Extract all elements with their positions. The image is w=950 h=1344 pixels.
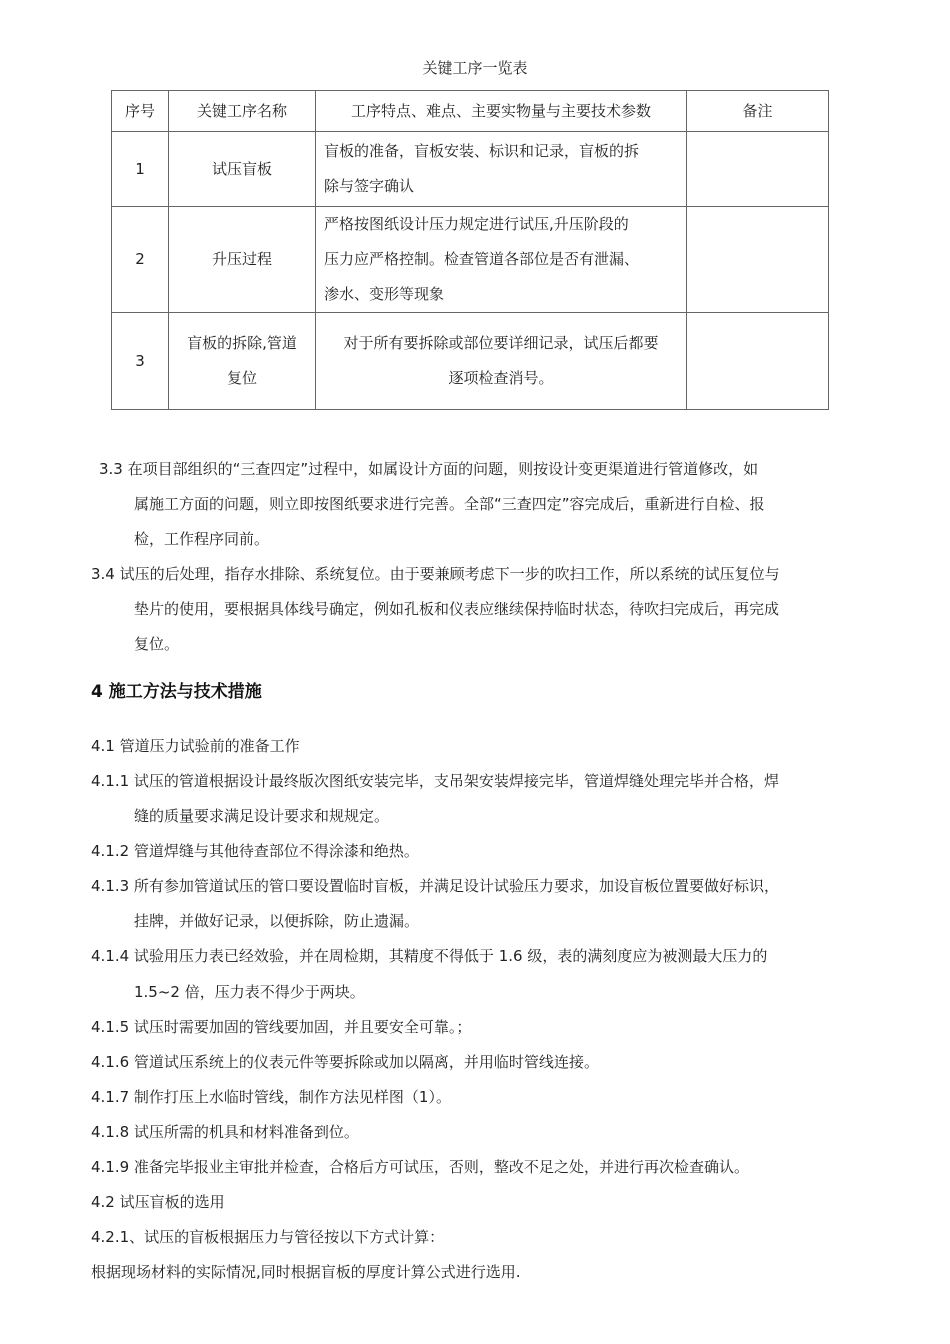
- section-4-1: 4.1 管道压力试验前的准备工作: [91, 737, 300, 755]
- cell-no: 1: [112, 132, 169, 207]
- section-4-heading: 4 施工方法与技术措施: [91, 682, 262, 702]
- section-4-1-2: 4.1.2 管道焊缝与其他待查部位不得涂漆和绝热。: [91, 842, 419, 860]
- section-4-1-4-line-1: 4.1.4 试验用压力表已经效验，并在周检期，其精度不得低于 1.6 级，表的满刻度应为被测最大压力的: [91, 947, 768, 965]
- cell-note: [687, 207, 829, 313]
- section-4-1-3-line-1: 4.1.3 所有参加管道试压的管口要设置临时盲板，并满足设计试验压力要求，加设盲板位置要做好标识，: [91, 877, 779, 895]
- cell-name: 升压过程: [169, 207, 316, 313]
- section-4-2: 4.2 试压盲板的选用: [91, 1193, 225, 1211]
- section-4-1-1-line-1: 4.1.1 试压的管道根据设计最终版次图纸安装完毕，支吊架安装焊接完毕，管道焊缝处理完毕并合格，焊: [91, 772, 779, 790]
- section-3-4-line-3: 复位。: [134, 635, 180, 653]
- cell-no: 3: [112, 313, 169, 410]
- section-4-2-1: 4.2.1、试压的盲板根据压力与管径按以下方式计算：: [91, 1228, 445, 1246]
- cell-desc-line: 严格按图纸设计压力规定进行试压,升压阶段的: [324, 215, 629, 233]
- cell-desc-line: 除与签字确认: [324, 177, 415, 195]
- table-row: [112, 132, 829, 207]
- section-4-1-5: 4.1.5 试压时需要加固的管线要加固，并且要安全可靠。；: [91, 1018, 472, 1036]
- cell-name: 试压盲板: [169, 132, 316, 207]
- section-4-1-4-line-2: 1.5~2 倍，压力表不得少于两块。: [134, 983, 365, 1001]
- section-4-1-8: 4.1.8 试压所需的机具和材料准备到位。: [91, 1123, 359, 1141]
- key-process-table: [111, 90, 829, 410]
- cell-name-line: 盲板的拆除,管道: [187, 334, 297, 352]
- cell-desc-line: 压力应严格控制。检查管道各部位是否有泄漏、: [324, 250, 640, 268]
- cell-desc: [316, 313, 687, 410]
- cell-desc: [316, 207, 687, 313]
- table-header-row: [112, 91, 829, 132]
- cell-desc-line: 对于所有要拆除或部位要详细记录，试压后都要: [343, 334, 659, 352]
- table-row: [112, 207, 829, 313]
- cell-desc-line: 逐项检查消号。: [448, 369, 554, 387]
- section-4-1-7: 4.1.7 制作打压上水临时管线，制作方法见样图（1）。: [91, 1088, 451, 1106]
- section-3-4-line-1: 3.4 试压的后处理，指存水排除、系统复位。由于要兼顾考虑下一步的吹扫工作，所以系统的试压复位与: [91, 565, 780, 583]
- cell-desc-line: 盲板的准备，盲板安装、标识和记录，盲板的拆: [324, 142, 640, 160]
- cell-desc: [316, 132, 687, 207]
- cell-note: [687, 132, 829, 207]
- section-3-4-line-2: 垫片的使用，要根据具体线号确定，例如孔板和仪表应继续保持临时状态，待吹扫完成后，再完成: [134, 600, 780, 618]
- section-4-1-1-line-2: 缝的质量要求满足设计要求和规规定。: [134, 807, 390, 825]
- cell-desc-line: 渗水、变形等现象: [324, 285, 445, 303]
- section-4-1-9: 4.1.9 准备完毕报业主审批并检查，合格后方可试压，否则，整改不足之处，并进行再次检查确认。: [91, 1158, 749, 1176]
- cell-name-line: 复位: [226, 369, 257, 387]
- header-name: 关键工序名称: [169, 91, 316, 132]
- cell-no: 2: [112, 207, 169, 313]
- header-no: 序号: [112, 91, 169, 132]
- section-3-3-line-3: 检，工作程序同前。: [134, 530, 270, 548]
- cell-name: [169, 313, 316, 410]
- table-title: 关键工序一览表: [422, 59, 528, 77]
- section-3-3-line-2: 属施工方面的问题，则立即按图纸要求进行完善。全部“三查四定”容完成后，重新进行自检、报: [134, 495, 765, 513]
- header-desc: 工序特点、难点、主要实物量与主要技术参数: [316, 91, 687, 132]
- cell-note: [687, 313, 829, 410]
- header-note: 备注: [687, 91, 829, 132]
- section-last-line: 根据现场材料的实际情况,同时根据盲板的厚度计算公式进行选用.: [91, 1263, 521, 1281]
- section-3-3-line-1: 3.3 在项目部组织的“三查四定”过程中，如属设计方面的问题，则按设计变更渠道进行管道修改，如: [99, 460, 759, 478]
- section-4-1-3-line-2: 挂牌，并做好记录，以便拆除，防止遗漏。: [134, 912, 420, 930]
- section-4-1-6: 4.1.6 管道试压系统上的仪表元件等要拆除或加以隔离，并用临时管线连接。: [91, 1053, 599, 1071]
- table-row: [112, 313, 829, 410]
